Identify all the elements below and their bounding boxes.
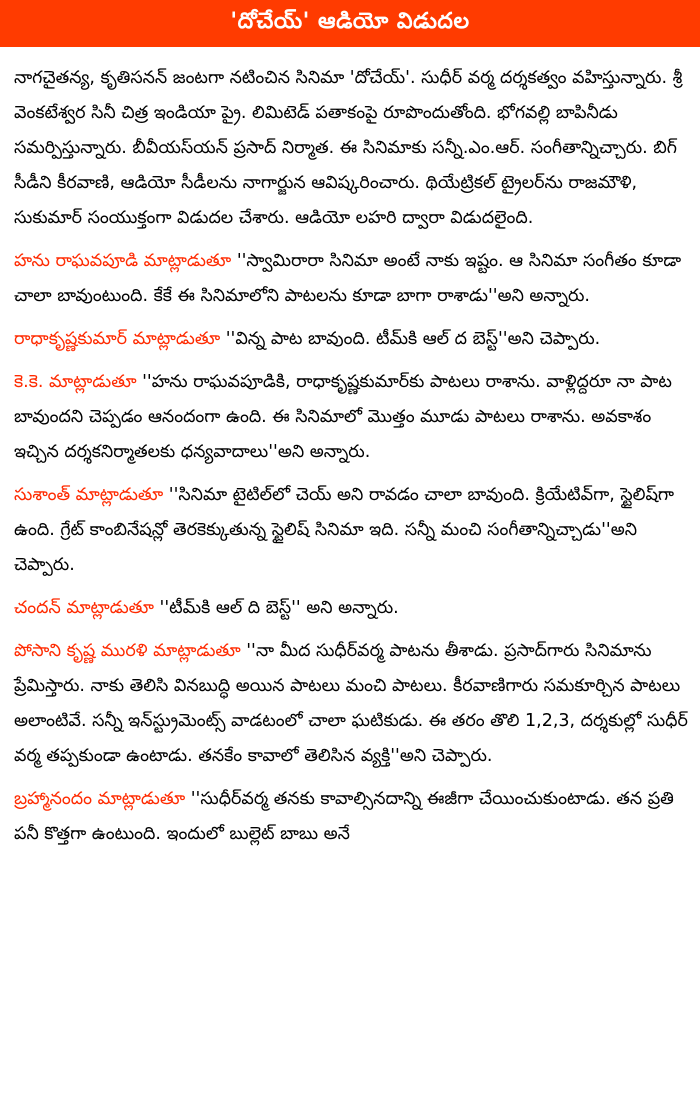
article-title: 'దోచేయ్' ఆడియో విడుదల (230, 8, 470, 34)
speech-quote: ''హను రాఘవపూడికి, రాధాకృష్ణకుమార్‌కు పాటలు రాశాను. వాళ్లిద్దరూ నా పాట బావుందని చెప్పడం ఆనందంగా ఉంది. ఈ సినిమాలో మొత్తం మూడు పాటలు రాశాను. అవకాశం ఇచ్చిన దర్శకనిర్మాతలకు ధన్యవాదాలు''అని అన్నారు. (14, 372, 672, 462)
speech-quote: ''విన్న పాట బావుంది. టీమ్‌కి ఆల్ ద బెస్ట్''అని చెప్పారు. (220, 329, 601, 349)
speech-quote: ''సుధీర్‌వర్మ తనకు కావాల్సినదాన్ని ఈజీగా చేయించుకుంటాడు. తన ప్రతి పనీ కొత్తగా ఉంటుంది. ఇందులో బుల్లెట్ బాబు అనే (14, 789, 674, 844)
speech-paragraph (14, 634, 690, 774)
title-banner (0, 0, 700, 47)
speech-paragraph (14, 322, 690, 357)
speaker-name: పోసాని కృష్ణ మురళి మాట్లాడుతూ (14, 641, 241, 661)
speech-paragraph (14, 782, 690, 852)
speech-paragraph (14, 478, 690, 583)
speech-paragraph (14, 365, 690, 470)
speech-quote: ''టీమ్‌కి ఆల్ ది బెస్ట్'' అని అన్నారు. (153, 598, 399, 618)
speaker-name: రాధాకృష్ణకుమార్ మాట్లాడుతూ (14, 329, 221, 349)
speaker-name: బ్రహ్మానందం మాట్లాడుతూ (14, 789, 186, 809)
intro-paragraph: నాగచైతన్య, కృతిసనన్ జంటగా నటించిన సినిమా 'దోచేయ్'. సుధీర్ వర్మ దర్శకత్వం వహిస్తున్నారు. శ్రీ వెంకటేశ్వర సినీ చిత్ర ఇండియా ప్రై. లిమిటెడ్ పతాకంపై రూపొందుతోంది. భోగవల్లి బాపినీడు సమర్పిస్తున్నారు. బీవీయస్‌యన్ ప్రసాద్ నిర్మాత. ఈ సినిమాకు సన్నీ.ఎం.ఆర్. సంగీతాన్నిచ్చారు. బిగ్ సీడీని కీరవాణి, ఆడియో సీడీలను నాగార్జున ఆవిష్కరించారు. థియేట్రికల్ ట్రైలర్‌ను రాజమౌళి, సుకుమార్ సంయుక్తంగా విడుదల చేశారు. ఆడియో లహరి ద్వారా విడుదలైంది. (14, 68, 683, 228)
speaker-name: సుశాంత్ మాట్లాడుతూ (14, 485, 164, 505)
speech-quote: ''స్వామిరారా సినిమా అంటే నాకు ఇష్టం. ఆ సినిమా సంగీతం కూడా చాలా బావుంటుంది. కేకే ఈ సినిమాలోని పాటలను కూడా బాగా రాశాడు''అని అన్నారు. (14, 251, 682, 306)
speech-quote: ''సినిమా టైటిల్‌లో చెయ్ అని రావడం చాలా బావుంది. క్రియేటివ్‌గా, స్టైలిష్‌గా ఉంది. గ్రేట్ కాంబినేషన్లో తెరకెక్కుతున్న స్టైలిష్ సినిమా ఇది. సన్నీ మంచి సంగీతాన్నిచ్చాడు''అని చెప్పారు. (14, 485, 675, 575)
article-body (14, 61, 690, 852)
speech-paragraph (14, 591, 690, 626)
speaker-name: హను రాఘవపూడి మాట్లాడుతూ (14, 251, 232, 271)
speaker-name: కె.కె. మాట్లాడుతూ (14, 372, 137, 392)
speaker-name: చందన్ మాట్లాడుతూ (14, 598, 154, 618)
speech-quote: ''నా మీద సుధీర్‌వర్మ పాటను తీశాడు. ప్రసాద్‌గారు సినిమాను ప్రేమిస్తారు. నాకు తెలిసి వినబుద్ధి అయిన పాటలు మంచి పాటలు. కీరవాణిగారు సమకూర్చిన పాటలు అలాంటివే. సన్నీ ఇన్‌స్ట్రుమెంట్స్ వాడటంలో చాలా ఘటికుడు. ఈ తరం తొలి 1,2,3, దర్శకుల్లో సుధీర్ వర్మ తప్పకుండా ఉంటాడు. తనకేం కావాలో తెలిసిన వ్యక్తి''అని చెప్పారు. (14, 641, 688, 766)
speech-paragraph (14, 244, 690, 314)
